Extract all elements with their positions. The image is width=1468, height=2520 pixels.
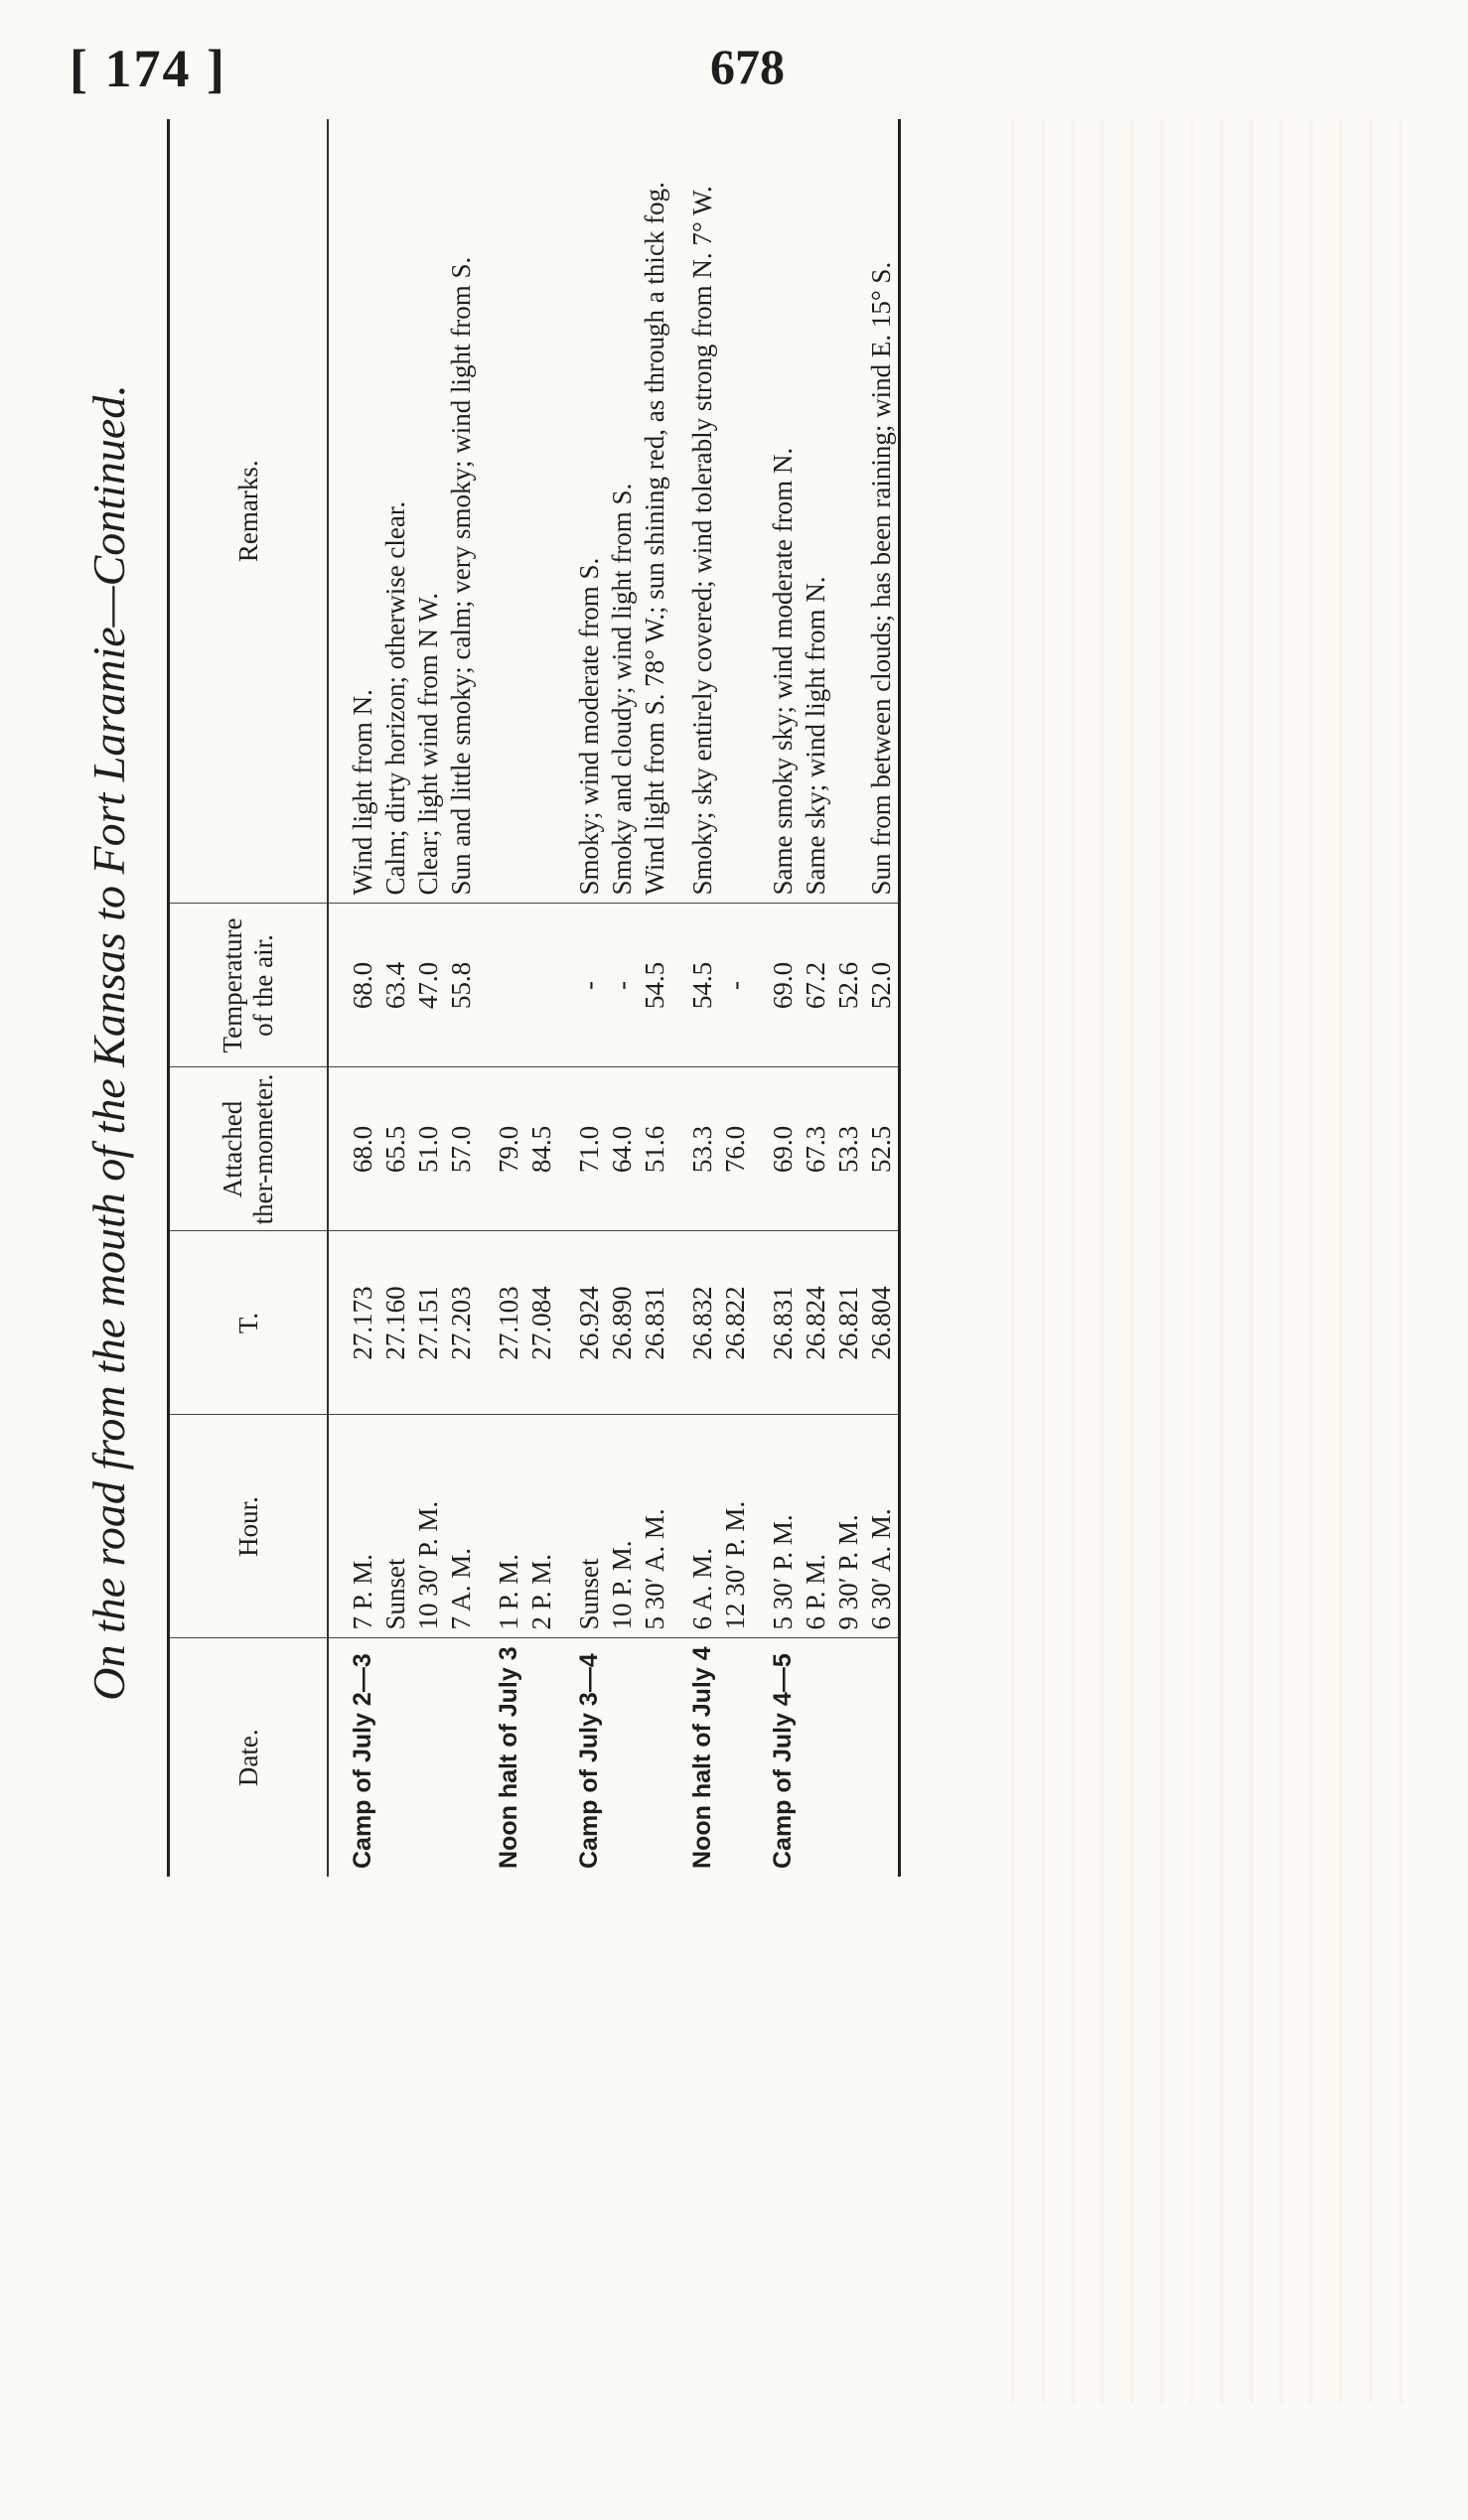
hour-cell: 7 A. M. <box>445 1415 478 1638</box>
t-cell: 26.821 <box>832 1231 865 1415</box>
date-cell: Noon halt of July 4 <box>688 1646 716 1869</box>
date-cell: Camp of July 3—4 <box>575 1653 603 1869</box>
hour-cell: 2 P. M. <box>525 1415 558 1638</box>
t-cell: 26.831 <box>639 1231 671 1415</box>
hour-cell: 1 P. M. <box>478 1415 525 1638</box>
col-header-remarks: Remarks. <box>169 119 329 904</box>
attached-thermometer-cell: 69.0 <box>752 1067 800 1231</box>
attached-thermometer-cell: 64.0 <box>606 1067 639 1231</box>
table-header-row <box>169 119 329 1877</box>
remarks-cell <box>832 119 865 904</box>
hour-cell: 6 30′ A. M. <box>865 1415 900 1638</box>
remarks-cell <box>525 119 558 904</box>
table-row <box>445 119 478 1877</box>
hour-cell: 12 30′ P. M. <box>719 1415 752 1638</box>
hour-cell: 7 P. M. <box>328 1415 379 1638</box>
hour-cell: Sunset <box>379 1415 412 1638</box>
hour-cell: 5 30′ P. M. <box>752 1415 800 1638</box>
attached-thermometer-cell: 67.3 <box>800 1067 832 1231</box>
air-temperature-cell: - <box>606 904 639 1067</box>
t-cell: 27.084 <box>525 1231 558 1415</box>
date-cell <box>525 1638 558 1877</box>
t-cell: 26.824 <box>800 1231 832 1415</box>
date-cell: Camp of July 4—5 <box>769 1653 797 1869</box>
remarks-cell: Wind light from N. <box>328 119 379 904</box>
t-cell: 26.831 <box>752 1231 800 1415</box>
air-temperature-cell <box>525 904 558 1067</box>
table-title: On the road from the mouth of the Kansas to Fort Laramie—Continued. <box>83 384 134 1701</box>
attached-thermometer-cell: 79.0 <box>478 1067 525 1231</box>
t-cell: 27.203 <box>445 1231 478 1415</box>
remarks-cell: Clear; light wind from N W. <box>412 119 445 904</box>
air-temperature-cell: 68.0 <box>328 904 379 1067</box>
attached-thermometer-cell: 71.0 <box>558 1067 606 1231</box>
table-row <box>379 119 412 1877</box>
remarks-cell: Smoky; sky entirely covered; wind tolerably strong from N. 7° W. <box>671 119 719 904</box>
air-temperature-cell: 55.8 <box>445 904 478 1067</box>
remarks-cell: Same sky; wind light from N. <box>800 119 832 904</box>
date-cell <box>639 1638 671 1877</box>
remarks-cell <box>478 119 525 904</box>
col-header-date: Date. <box>169 1638 329 1877</box>
air-temperature-cell: 52.6 <box>832 904 865 1067</box>
col-header-air-temperature: Temperature of the air. <box>169 904 329 1067</box>
meteorological-table <box>167 119 901 1877</box>
table-row <box>865 119 900 1877</box>
table-row <box>328 119 379 1877</box>
table-row <box>558 119 606 1877</box>
air-temperature-cell: 67.2 <box>800 904 832 1067</box>
t-cell: 27.151 <box>412 1231 445 1415</box>
remarks-cell: Smoky; wind moderate from S. <box>558 119 606 904</box>
page-bracket-number: [ 174 ] <box>70 39 226 98</box>
hour-cell: Sunset <box>558 1415 606 1638</box>
t-cell: 26.832 <box>671 1231 719 1415</box>
table-row <box>412 119 445 1877</box>
air-temperature-cell: 69.0 <box>752 904 800 1067</box>
table-row <box>671 119 719 1877</box>
attached-thermometer-cell: 51.6 <box>639 1067 671 1231</box>
date-cell <box>606 1638 639 1877</box>
remarks-cell: Smoky and cloudy; wind light from S. <box>606 119 639 904</box>
hour-cell: 5 30′ A. M. <box>639 1415 671 1638</box>
attached-thermometer-cell: 68.0 <box>328 1067 379 1231</box>
air-temperature-cell: - <box>719 904 752 1067</box>
table-row <box>525 119 558 1877</box>
date-cell <box>412 1638 445 1877</box>
table-row <box>639 119 671 1877</box>
air-temperature-cell: - <box>558 904 606 1067</box>
attached-thermometer-cell: 76.0 <box>719 1067 752 1231</box>
air-temperature-cell: 63.4 <box>379 904 412 1067</box>
remarks-cell <box>719 119 752 904</box>
table-row <box>478 119 525 1877</box>
air-temperature-cell <box>478 904 525 1067</box>
t-cell: 27.173 <box>328 1231 379 1415</box>
table-row <box>800 119 832 1877</box>
t-cell: 26.804 <box>865 1231 900 1415</box>
table-row <box>719 119 752 1877</box>
date-cell: Noon halt of July 3 <box>495 1646 522 1869</box>
remarks-cell: Wind light from S. 78° W.; sun shining red, as through a thick fog. <box>639 119 671 904</box>
t-cell: 27.103 <box>478 1231 525 1415</box>
rotated-table-page <box>70 99 983 1986</box>
table-row <box>606 119 639 1877</box>
t-cell: 26.822 <box>719 1231 752 1415</box>
hour-cell: 10 P. M. <box>606 1415 639 1638</box>
remarks-cell: Sun and little smoky; calm; very smoky; wind light from S. <box>445 119 478 904</box>
attached-thermometer-cell: 53.3 <box>671 1067 719 1231</box>
bleed-through-texture <box>1011 119 1428 2403</box>
air-temperature-cell: 47.0 <box>412 904 445 1067</box>
date-cell <box>832 1638 865 1877</box>
remarks-cell: Calm; dirty horizon; otherwise clear. <box>379 119 412 904</box>
remarks-cell: Same smoky sky; wind moderate from N. <box>752 119 800 904</box>
date-cell <box>379 1638 412 1877</box>
table-row <box>832 119 865 1877</box>
air-temperature-cell: 54.5 <box>671 904 719 1067</box>
attached-thermometer-cell: 65.5 <box>379 1067 412 1231</box>
table-row <box>752 119 800 1877</box>
air-temperature-cell: 52.0 <box>865 904 900 1067</box>
col-header-hour: Hour. <box>169 1415 329 1638</box>
hour-cell: 6 P. M. <box>800 1415 832 1638</box>
col-header-attached-thermometer: Attached ther-mometer. <box>169 1067 329 1231</box>
date-cell <box>865 1638 900 1877</box>
page-number: 678 <box>710 39 785 94</box>
col-header-t: T. <box>169 1231 329 1415</box>
date-cell <box>719 1638 752 1877</box>
table-body <box>328 119 900 1877</box>
remarks-cell: Sun from between clouds; has been raining; wind E. 15° S. <box>865 119 900 904</box>
attached-thermometer-cell: 52.5 <box>865 1067 900 1231</box>
hour-cell: 10 30′ P. M. <box>412 1415 445 1638</box>
t-cell: 26.890 <box>606 1231 639 1415</box>
date-cell <box>445 1638 478 1877</box>
t-cell: 26.924 <box>558 1231 606 1415</box>
hour-cell: 6 A. M. <box>671 1415 719 1638</box>
date-cell <box>800 1638 832 1877</box>
attached-thermometer-cell: 84.5 <box>525 1067 558 1231</box>
attached-thermometer-cell: 57.0 <box>445 1067 478 1231</box>
attached-thermometer-cell: 51.0 <box>412 1067 445 1231</box>
attached-thermometer-cell: 53.3 <box>832 1067 865 1231</box>
t-cell: 27.160 <box>379 1231 412 1415</box>
date-cell: Camp of July 2—3 <box>349 1653 376 1869</box>
air-temperature-cell: 54.5 <box>639 904 671 1067</box>
hour-cell: 9 30′ P. M. <box>832 1415 865 1638</box>
